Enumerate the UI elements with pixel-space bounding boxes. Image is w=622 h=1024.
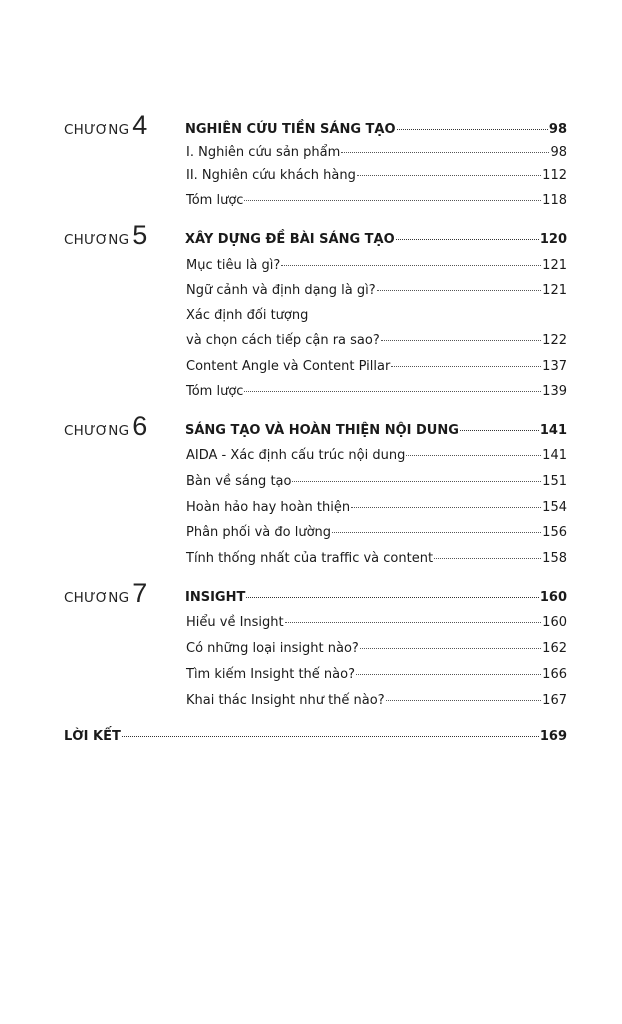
toc-item-title: Hoàn hảo hay hoàn thiện [186, 500, 351, 515]
chapter-word: CHƯƠNG [64, 423, 130, 439]
toc-item-title: II. Nghiên cứu khách hàng [186, 168, 356, 183]
chapter-heading-title: NGHIÊN CỨU TIỀN SÁNG TẠO [185, 122, 396, 137]
dot-leader [332, 532, 541, 533]
chapter-number: 6 [132, 411, 148, 441]
toc-item-title: Hiểu về Insight [186, 615, 284, 630]
toc-item-title: Khai thác Insight như thế nào? [186, 693, 385, 708]
toc-item[interactable] [186, 641, 567, 657]
chapter-heading-page: 98 [548, 122, 567, 137]
dot-leader [396, 239, 539, 240]
chapter-number: 4 [132, 110, 148, 140]
toc-item[interactable] [186, 525, 567, 541]
toc-item-title: Content Angle và Content Pillar [186, 359, 391, 374]
toc-item-title: Tóm lược [186, 193, 244, 208]
toc-item-page: 154 [542, 500, 567, 515]
toc-item-page: 167 [542, 693, 567, 708]
toc-item-page: 158 [542, 551, 567, 566]
chapter-heading-title: INSIGHT [185, 590, 246, 605]
toc-item-page: 151 [542, 474, 567, 489]
toc-item-page: 98 [550, 145, 567, 160]
dot-leader [351, 507, 541, 508]
toc-item[interactable] [186, 145, 567, 161]
toc-item[interactable] [186, 168, 567, 184]
chapter-label [64, 578, 147, 609]
toc-item-page: 162 [542, 641, 567, 656]
toc-item-title: và chọn cách tiếp cận ra sao? [186, 333, 380, 348]
toc-item-title: Tóm lược [186, 384, 244, 399]
dot-leader [244, 391, 541, 392]
dot-leader [360, 648, 541, 649]
toc-item-title: I. Nghiên cứu sản phẩm [186, 145, 341, 160]
toc-item-page: 118 [542, 193, 567, 208]
toc-item[interactable] [186, 667, 567, 683]
toc-item-page: 156 [542, 525, 567, 540]
dot-leader [397, 129, 548, 130]
toc-item-page: 122 [542, 333, 567, 348]
dot-leader [391, 366, 541, 367]
toc-item[interactable] [186, 359, 567, 375]
toc-item[interactable] [186, 615, 567, 631]
toc-item[interactable] [186, 283, 567, 299]
chapter-heading[interactable] [185, 232, 567, 248]
dot-leader [122, 736, 539, 737]
chapter-word: CHƯƠNG [64, 232, 130, 248]
chapter-heading-page: 120 [539, 232, 567, 247]
dot-leader [281, 265, 541, 266]
toc-item-page: 141 [542, 448, 567, 463]
dot-leader [460, 430, 539, 431]
toc-item[interactable] [186, 333, 567, 349]
toc-item[interactable] [186, 551, 567, 567]
dot-leader [381, 340, 541, 341]
toc-item-title: Tính thống nhất của traffic và content [186, 551, 434, 566]
chapter-heading-page: 160 [539, 590, 567, 605]
toc-item-page: 139 [542, 384, 567, 399]
toc-item-line1: Xác định đối tượng [186, 308, 309, 323]
toc-item[interactable] [186, 193, 567, 209]
epilogue-title: LỜI KẾT [64, 729, 121, 744]
chapter-label [64, 220, 147, 251]
dot-leader [386, 700, 542, 701]
chapter-word: CHƯƠNG [64, 590, 130, 606]
toc-item-page: 112 [542, 168, 567, 183]
chapter-heading-title: SÁNG TẠO VÀ HOÀN THIỆN NỘI DUNG [185, 423, 459, 438]
toc-item-title: Tìm kiếm Insight thế nào? [186, 667, 355, 682]
chapter-label [64, 411, 147, 442]
dot-leader [341, 152, 549, 153]
dot-leader [357, 175, 541, 176]
toc-item-title: AIDA - Xác định cấu trúc nội dung [186, 448, 406, 463]
toc-item-title: Ngữ cảnh và định dạng là gì? [186, 283, 376, 298]
toc-item-page: 121 [542, 283, 567, 298]
toc-item[interactable] [186, 384, 567, 400]
chapter-number: 7 [132, 578, 148, 608]
toc-item-page: 166 [542, 667, 567, 682]
dot-leader [244, 200, 541, 201]
toc-item-page: 137 [542, 359, 567, 374]
epilogue[interactable] [64, 729, 567, 745]
chapter-heading[interactable] [185, 423, 567, 439]
toc-item[interactable] [186, 258, 567, 274]
toc-item-title: Phân phối và đo lường [186, 525, 332, 540]
chapter-heading-title: XÂY DỰNG ĐỀ BÀI SÁNG TẠO [185, 232, 395, 247]
toc-item-title: Có những loại insight nào? [186, 641, 359, 656]
toc-item[interactable] [186, 474, 567, 490]
toc-item[interactable] [186, 693, 567, 709]
dot-leader [246, 597, 539, 598]
toc-item-title: Bàn về sáng tạo [186, 474, 292, 489]
chapter-number: 5 [132, 220, 148, 250]
chapter-heading-page: 141 [539, 423, 567, 438]
dot-leader [434, 558, 541, 559]
dot-leader [356, 674, 541, 675]
toc-item-page: 121 [542, 258, 567, 273]
epilogue-page: 169 [539, 729, 567, 744]
chapter-label [64, 110, 147, 141]
toc-item-title: Mục tiêu là gì? [186, 258, 281, 273]
toc-item[interactable] [186, 448, 567, 464]
dot-leader [377, 290, 542, 291]
chapter-heading[interactable] [185, 122, 567, 138]
toc-item-page: 160 [542, 615, 567, 630]
chapter-heading[interactable] [185, 590, 567, 606]
dot-leader [292, 481, 541, 482]
dot-leader [406, 455, 541, 456]
dot-leader [285, 622, 542, 623]
chapter-word: CHƯƠNG [64, 122, 130, 138]
toc-item[interactable] [186, 500, 567, 516]
